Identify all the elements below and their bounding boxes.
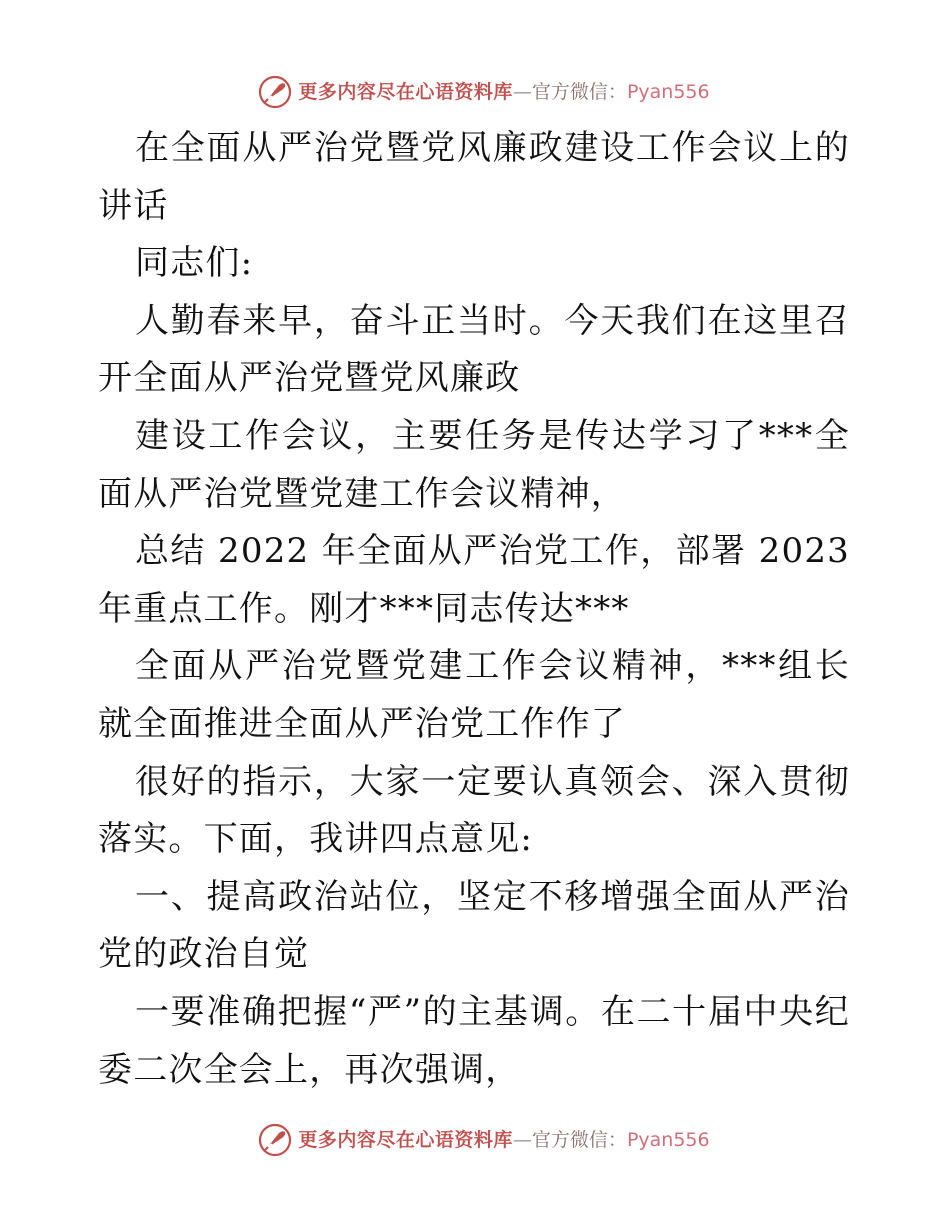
body-paragraph: 建设工作会议，主要任务是传达学习了***全面从严治党暨党建工作会议精神， bbox=[98, 415, 850, 514]
banner-site-name: 更多内容尽在心语资料库 bbox=[298, 1129, 513, 1151]
document-body bbox=[98, 120, 850, 1099]
banner-dash: — bbox=[512, 1129, 532, 1151]
body-paragraph: 一要准确把握“严”的主基调。在二十届中央纪委二次全会上，再次强调， bbox=[98, 991, 850, 1090]
section-heading: 一、提高政治站位，坚定不移增强全面从严治党的政治自觉 bbox=[98, 876, 850, 975]
banner-wechat-id: Pyan556 bbox=[626, 1129, 710, 1151]
banner-wechat-id: Pyan556 bbox=[626, 81, 710, 103]
banner-dash: — bbox=[512, 81, 532, 103]
document-title: 在全面从严治党暨党风廉政建设工作会议上的讲话 bbox=[98, 128, 850, 226]
banner-wechat-label: 官方微信： bbox=[531, 1129, 627, 1151]
footer-banner-content bbox=[258, 1123, 709, 1157]
footer-banner bbox=[0, 1120, 950, 1160]
body-paragraph: 很好的指示，大家一定要认真领会、深入贯彻落实。下面，我讲四点意见: bbox=[98, 761, 850, 860]
banner-wechat-label: 官方微信： bbox=[531, 81, 627, 103]
quill-pen-logo-icon bbox=[258, 1123, 292, 1157]
banner-text bbox=[298, 80, 709, 104]
body-paragraph: 总结 2022 年全面从严治党工作，部署 2023 年重点工作。刚才***同志传达*** bbox=[98, 531, 850, 629]
salutation: 同志们: bbox=[135, 243, 254, 284]
body-paragraph: 全面从严治党暨党建工作会议精神，***组长就全面推进全面从严治党工作作了 bbox=[98, 646, 850, 744]
quill-pen-logo-icon bbox=[258, 75, 292, 109]
header-banner-content bbox=[258, 75, 709, 109]
header-banner bbox=[0, 72, 950, 112]
banner-text bbox=[298, 1128, 709, 1152]
body-paragraph: 人勤春来早，奋斗正当时。今天我们在这里召开全面从严治党暨党风廉政 bbox=[98, 300, 850, 399]
banner-site-name: 更多内容尽在心语资料库 bbox=[298, 81, 513, 103]
